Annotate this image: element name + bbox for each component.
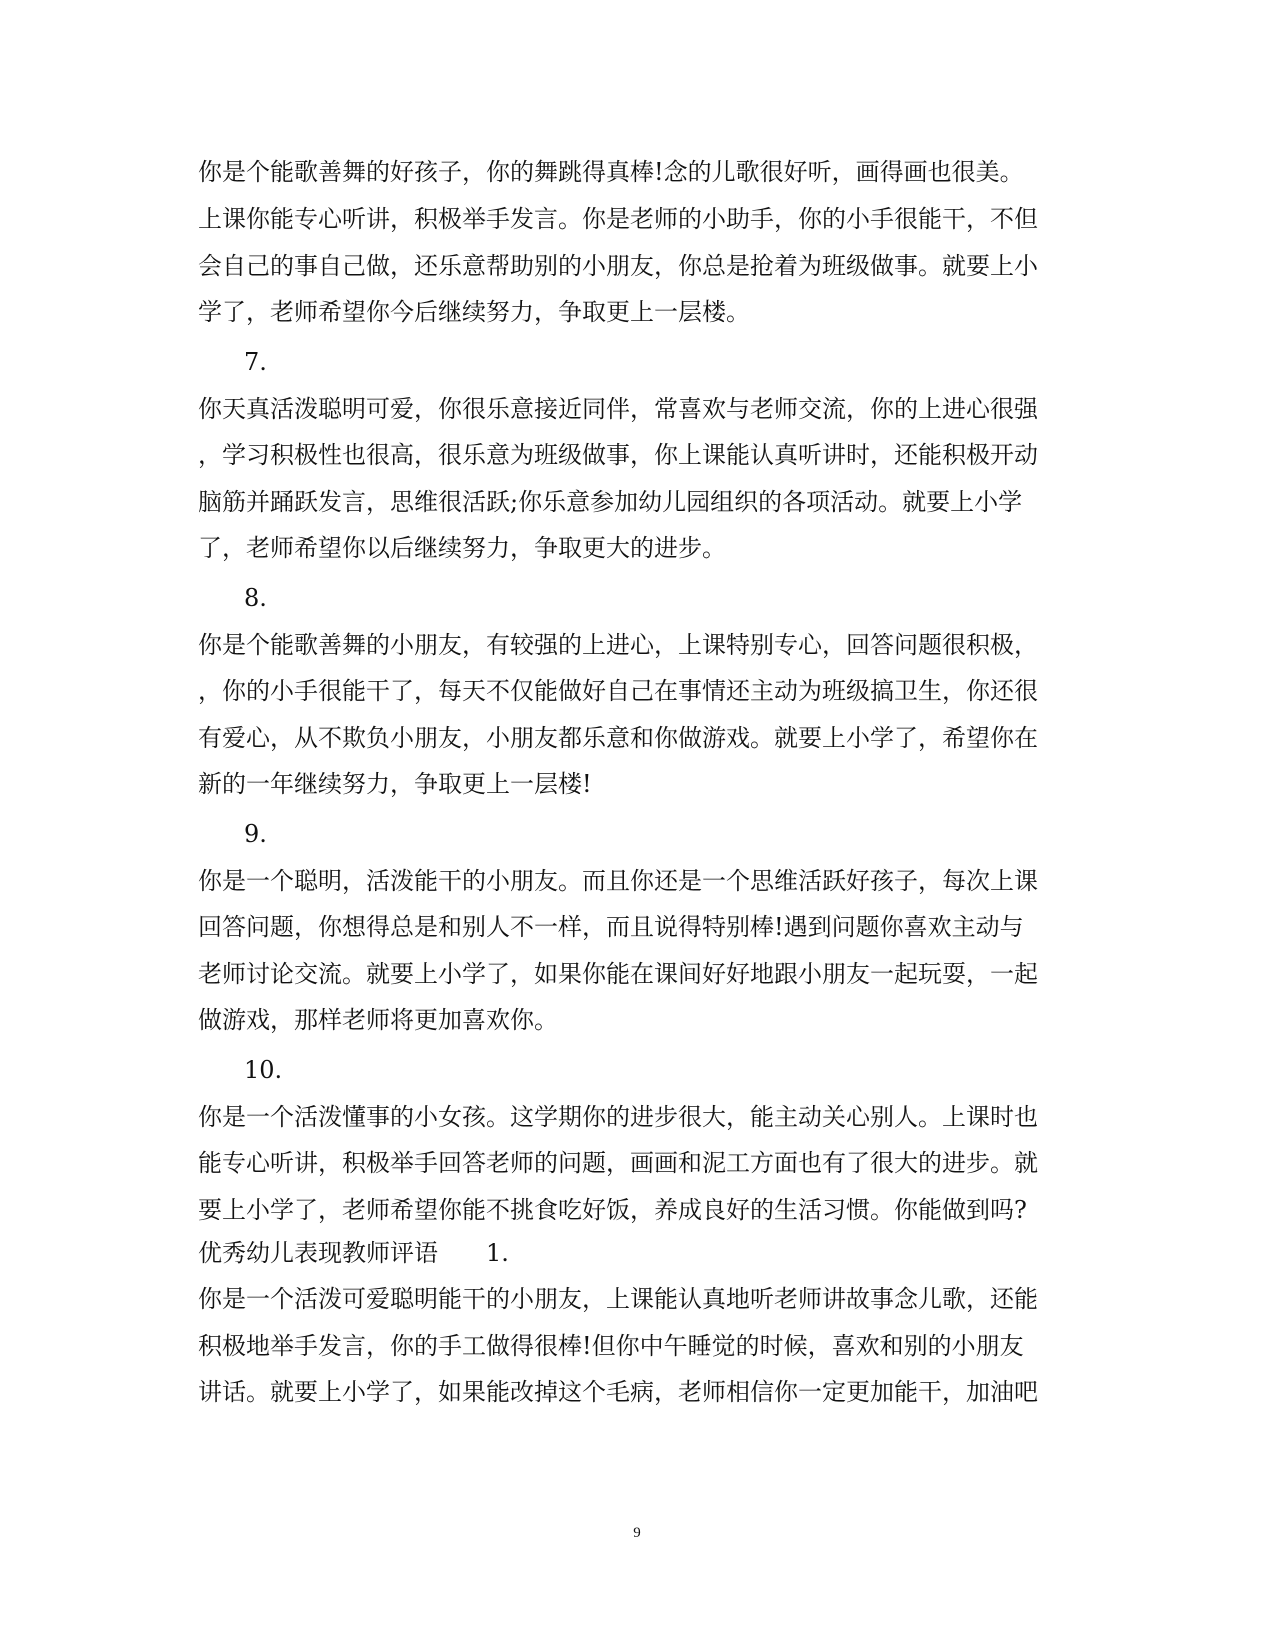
body-line: 脑筋并踊跃发言，思维很活跃;你乐意参加幼儿园组织的各项活动。就要上小学 [198,488,1023,516]
body-line: 你是个能歌善舞的好孩子，你的舞跳得真棒!念的儿歌很好听，画得画也很美。 [198,158,1024,186]
body-line: 能专心听讲，积极举手回答老师的问题，画画和泥工方面也有了很大的进步。就 [198,1149,1038,1177]
body-line: 讲话。就要上小学了，如果能改掉这个毛病，老师相信你一定更加能干，加油吧 [198,1378,1038,1406]
page-number: 9 [633,1525,641,1541]
body-line: 有爱心，从不欺负小朋友，小朋友都乐意和你做游戏。就要上小学了，希望你在 [198,724,1038,752]
body-line: 老师讨论交流。就要上小学了，如果你能在课间好好地跟小朋友一起玩耍，一起 [198,960,1038,988]
body-line: ，你的小手很能干了，每天不仅能做好自己在事情还主动为班级搞卫生，你还很 [198,677,1038,705]
body-line: 做游戏，那样老师将更加喜欢你。 [198,1006,558,1034]
body-line: 上课你能专心听讲，积极举手发言。你是老师的小助手，你的小手很能干，不但 [198,205,1038,233]
body-line: 你是个能歌善舞的小朋友，有较强的上进心，上课特别专心，回答问题很积极， [198,631,1038,659]
section-heading-title: 优秀幼儿表现教师评语 [198,1239,438,1267]
body-line: 积极地举手发言，你的手工做得很棒!但你中午睡觉的时候，喜欢和别的小朋友 [198,1332,1024,1360]
body-line: 了，老师希望你以后继续努力，争取更大的进步。 [198,534,726,562]
item-number: 9. [244,820,267,848]
body-line: 你是一个活泼可爱聪明能干的小朋友，上课能认真地听老师讲故事念儿歌，还能 [198,1285,1038,1313]
body-line: 你天真活泼聪明可爱，你很乐意接近同伴，常喜欢与老师交流，你的上进心很强 [198,395,1038,423]
body-line: 你是一个聪明，活泼能干的小朋友。而且你还是一个思维活跃好孩子，每次上课 [198,867,1038,895]
item-number: 7. [244,348,267,376]
section-heading-number: 1. [486,1239,509,1267]
body-line: 会自己的事自己做，还乐意帮助别的小朋友，你总是抢着为班级做事。就要上小 [198,252,1038,280]
body-line: 学了，老师希望你今后继续努力，争取更上一层楼。 [198,298,750,326]
body-line: 新的一年继续努力，争取更上一层楼! [198,770,592,798]
body-line: 回答问题，你想得总是和别人不一样，而且说得特别棒!遇到问题你喜欢主动与 [198,913,1024,941]
body-line: 你是一个活泼懂事的小女孩。这学期你的进步很大，能主动关心别人。上课时也 [198,1103,1038,1131]
item-number: 8. [244,584,267,612]
item-number: 10. [244,1056,283,1084]
body-line: 要上小学了，老师希望你能不挑食吃好饭，养成良好的生活习惯。你能做到吗? [198,1196,1027,1224]
body-line: ，学习积极性也很高，很乐意为班级做事，你上课能认真听讲时，还能积极开动 [198,441,1038,469]
section-heading [198,1237,1078,1269]
